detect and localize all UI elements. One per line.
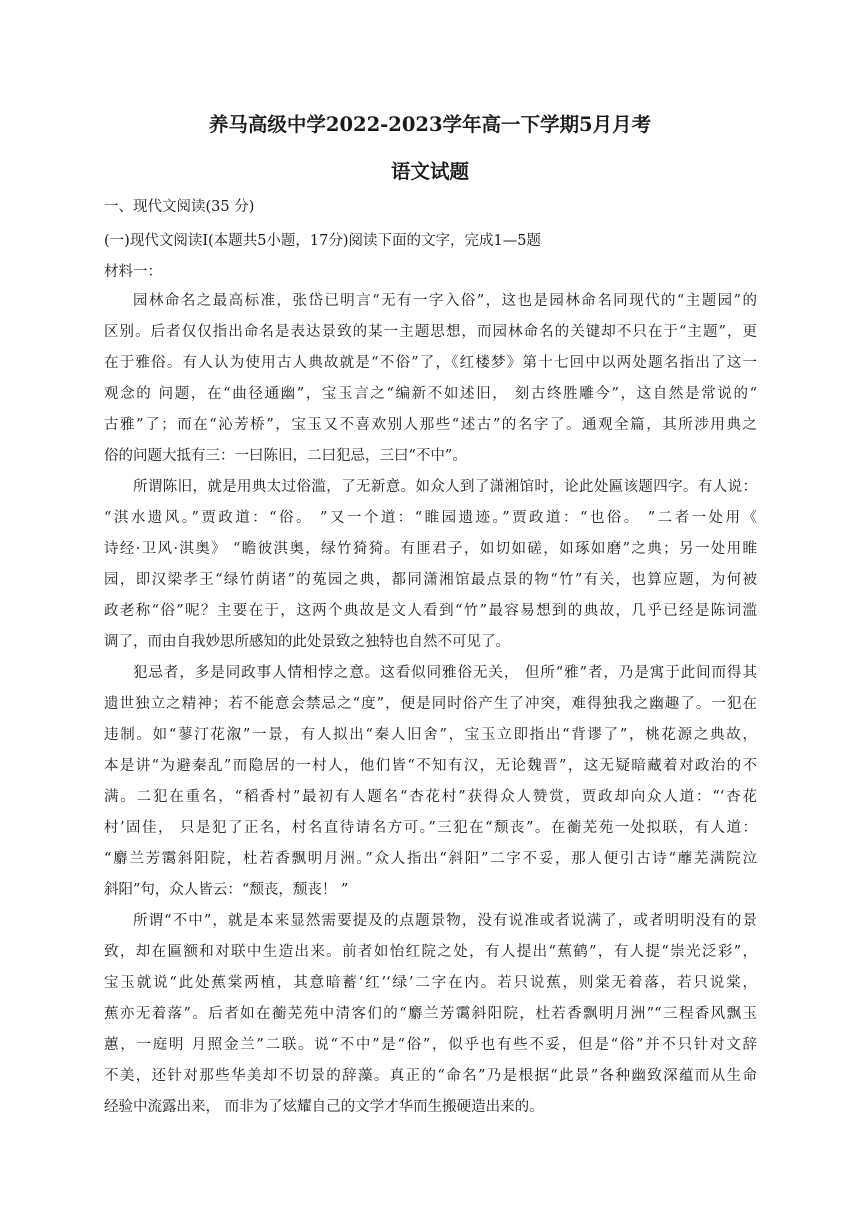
text-line: 所谓陈旧，就是用典太过俗滥，了无新意。如众人到了潇湘馆时，论此处匾该题四字。有人说： bbox=[133, 479, 757, 495]
text-line: 园林命名之最高标准，张岱已明言“无有一字入俗”，这也是园林命名同现代的“主题园”的 bbox=[133, 293, 757, 309]
text-line: 本是讲“为避秦乱”而隐居的一村人，他们皆“不知有汉，无论魏晋”，这无疑暗藏着对政治的不 bbox=[104, 758, 757, 774]
text-line: 在于雅俗。有人认为使用古人典故就是“不俗”了，《红楼梦》第十七回中以两处题名指出了这一 bbox=[104, 355, 757, 371]
text-line: 诗经·卫风·淇奥》 “瞻彼淇奥，绿竹猗猗。有匪君子，如切如磋，如琢如磨”之典；另一处用睢 bbox=[104, 541, 757, 557]
text-line: 调了，而由自我妙思所感知的此处景致之独特也自然不可见了。 bbox=[104, 634, 510, 650]
text-line: 犯忌者，多是同政事人情相悖之意。这看似同雅俗无关， 但所“雅”者，乃是寓于此间而得其 bbox=[133, 665, 757, 681]
text-line: 遗世独立之精神；若不能意会禁忌之“度”，便是同时俗产生了冲突，难得独我之幽趣了。一犯在 bbox=[104, 696, 757, 712]
page-title: 养马高级中学2022-2023学年高一下学期5月月考 bbox=[208, 113, 652, 136]
text-line: 观念的 问题，在“曲径通幽”，宝玉言之“编新不如述旧， 刻古终胜雕今”，这自然是常说的“ bbox=[104, 386, 757, 402]
section-subheading: (一)现代文阅读Ⅰ(本题共5小题，17分)阅读下面的文字，完成1—5题 bbox=[104, 233, 541, 249]
text-line: 满。二犯在重名，“稻香村”最初有人题名“杏花村”获得众人赞赏，贾政却向众人道：“‘杏花 bbox=[104, 789, 757, 805]
text-line: 不美，还针对那些华美却不切景的辞藻。真正的“命名”乃是根据“此景”各种幽致深蕴而从生命 bbox=[104, 1068, 757, 1084]
text-line: 政老称“俗”呢？主要在于，这两个典故是文人看到“竹”最容易想到的典故，几乎已经是陈词滥 bbox=[104, 603, 757, 619]
text-line: 经验中流露出来， 而非为了炫耀自己的文学才华而生搬硬造出来的。 bbox=[104, 1099, 544, 1115]
text-line: 所谓“不中”，就是本来显然需要提及的点题景物，没有说准或者说满了，或者明明没有的景 bbox=[133, 913, 757, 929]
text-line: 违制。如“蓼汀花溆”一景，有人拟出“秦人旧舍”，宝玉立即指出“背谬了”，桃花源之典故， bbox=[104, 727, 757, 743]
text-line: 古雅”了；而在“沁芳桥”，宝玉又不喜欢别人那些“述古”的名字了。通观全篇，其所涉用典之 bbox=[104, 417, 757, 433]
section-heading: 一、现代文阅读(35 分) bbox=[104, 199, 255, 215]
text-line: 园，即汉梁孝王“绿竹荫诸”的菟园之典，都同潇湘馆最点景的物“竹”有关，也算应题，为何被 bbox=[104, 572, 757, 588]
text-line: “麝兰芳霭斜阳院，杜若香飘明月洲。”众人指出“斜阳”二字不妥，那人便引古诗“蘼芜满院泣 bbox=[104, 851, 757, 867]
text-line: 区别。后者仅仅指出命名是表达景致的某一主题思想，而园林命名的关键却不只在于“主题”，更 bbox=[104, 324, 757, 340]
text-line: 蕙，一庭明 月照金兰”二联。说“不中”是“俗”，似乎也有些不妥，但是“俗”并不只针对文辞 bbox=[104, 1037, 757, 1053]
text-line: 蕉亦无着落”。后者如在蘅芜苑中清客们的“麝兰芳霭斜阳院，杜若香飘明月洲”“三程香风飘玉 bbox=[104, 1006, 757, 1022]
text-line: 致，却在匾额和对联中生造出来。前者如怡红院之处，有人提出“蕉鹤”，有人提“崇光泛彩”， bbox=[104, 944, 757, 960]
page-subtitle: 语文试题 bbox=[390, 160, 469, 183]
text-line: 宝玉就说“此处蕉棠两植，其意暗蓄‘红’‘绿’二字在内。若只说蕉，则棠无着落，若只说棠， bbox=[104, 975, 757, 991]
text-line: “淇水遗风。”贾政道：“俗。 ”又一个道：“睢园遗迹。”贾政道：“也俗。 ”二者一处用《 bbox=[104, 510, 757, 526]
text-line: 斜阳”句，众人皆云：“颓丧，颓丧！ ” bbox=[104, 882, 349, 898]
text-line: 俗的问题大抵有三：一曰陈旧，二曰犯忌，三曰“不中”。 bbox=[104, 448, 467, 464]
material-label: 材料一： bbox=[104, 264, 162, 280]
text-line: 村’固佳， 只是犯了正名，村名直待请名方可。”三犯在“颓丧”。在蘅芜苑一处拟联，有人道： bbox=[104, 820, 757, 836]
